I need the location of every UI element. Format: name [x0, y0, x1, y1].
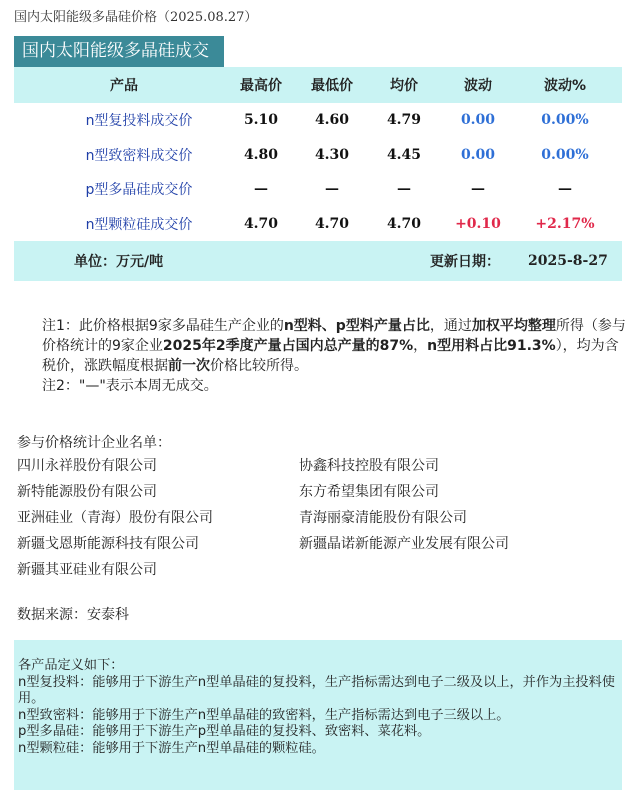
- table-footer: [14, 241, 622, 281]
- table-row: [14, 172, 622, 207]
- price-low: 4.30: [314, 146, 350, 163]
- note-text: 所得（参与价格统计的9家企业: [42, 318, 626, 354]
- page-title: 国内太阳能级多晶硅价格（2025.08.27）: [14, 10, 258, 25]
- note-emphasis: 2025年2季度产量占国内总产量的87%: [162, 338, 414, 354]
- product-name: n型致密料成交价: [85, 147, 193, 164]
- company-item: 青海丽豪清能股份有限公司: [299, 510, 467, 526]
- company-item: 东方希望集团有限公司: [299, 484, 439, 500]
- update-label: 更新日期：: [430, 254, 500, 270]
- price-low: —: [325, 181, 339, 198]
- definitions-box: [14, 640, 622, 790]
- product-name: n型复投料成交价: [85, 113, 193, 130]
- price-change: +0.10: [455, 215, 501, 232]
- note-2: 注2："—"表示本周无成交。: [42, 378, 218, 394]
- header-change: 波动: [464, 78, 492, 94]
- price-avg: —: [397, 181, 411, 198]
- price-change: 0.00: [460, 146, 496, 163]
- definition-item: n型复投料：能够用于下游生产n型单晶硅的复投料，生产指标需达到电子二级及以上，并作为主投料使用。: [18, 674, 615, 706]
- price-change-pct: 0.00%: [541, 146, 589, 163]
- table-row: [14, 138, 622, 173]
- company-item: 新疆戈恩斯能源科技有限公司: [17, 536, 199, 552]
- definition-item: n型致密料：能够用于下游生产n型单晶硅的致密料，生产指标需达到电子三级以上。: [18, 707, 510, 723]
- definition-item: p型多晶硅：能够用于下游生产p型单晶硅的复投料、致密料、菜花料。: [18, 724, 431, 739]
- company-list-header: 参与价格统计企业名单：: [17, 435, 171, 451]
- definition-item: n型颗粒硅：能够用于下游生产n型单晶硅的颗粒硅。: [18, 740, 325, 756]
- update-date: 2025-8-27: [528, 253, 608, 269]
- note-emphasis: 前一次: [168, 358, 210, 374]
- notes: [14, 316, 626, 396]
- header-change-pct: 波动%: [543, 78, 587, 94]
- definitions-header: 各产品定义如下：: [18, 658, 124, 673]
- note-text: ，通过: [429, 318, 472, 334]
- note-text: 价格比较所得。: [210, 358, 308, 374]
- data-source: 数据来源：安泰科: [17, 607, 129, 623]
- price-high: 4.70: [243, 215, 279, 232]
- price-avg: 4.70: [386, 215, 422, 232]
- price-change: —: [471, 181, 485, 198]
- price-low: 4.60: [314, 112, 350, 129]
- price-change-pct: —: [558, 181, 572, 198]
- product-name: p型多晶硅成交价: [85, 182, 193, 199]
- section-banner: 国内太阳能级多晶硅成交: [14, 36, 224, 67]
- header-low: 最低价: [311, 78, 353, 94]
- table-row: [14, 103, 622, 138]
- note-emphasis: n型用料占比91.3%: [427, 338, 556, 354]
- note-text: 注1：此价格根据9家多晶硅生产企业的: [42, 318, 284, 334]
- price-avg: 4.79: [386, 112, 422, 129]
- price-low: 4.70: [314, 215, 350, 232]
- header-product: 产品: [110, 78, 138, 94]
- company-item: 新疆其亚硅业有限公司: [17, 562, 157, 578]
- note-1: [14, 316, 626, 376]
- price-change: 0.00: [460, 112, 496, 129]
- company-item: 亚洲硅业（青海）股份有限公司: [17, 510, 213, 526]
- price-high: 5.10: [243, 112, 279, 129]
- note-emphasis: n型料、p型料产量占比: [283, 318, 430, 334]
- update-info: [430, 241, 608, 281]
- company-item: 新特能源股份有限公司: [17, 484, 157, 500]
- price-change-pct: 0.00%: [541, 112, 589, 129]
- product-name: n型颗粒硅成交价: [85, 216, 193, 233]
- company-item: 四川永祥股份有限公司: [17, 458, 157, 474]
- price-high: 4.80: [243, 146, 279, 163]
- note-emphasis: 加权平均整理: [471, 318, 556, 334]
- header-high: 最高价: [240, 78, 282, 94]
- company-list: [17, 432, 617, 578]
- table-header-row: [14, 67, 622, 103]
- price-avg: 4.45: [386, 146, 422, 163]
- header-avg: 均价: [390, 78, 418, 94]
- price-table: [14, 67, 622, 281]
- table-row: [14, 207, 622, 242]
- note-text: ，: [413, 338, 428, 354]
- unit-label: 单位：万元/吨: [74, 254, 164, 270]
- company-item: 协鑫科技控股有限公司: [299, 458, 439, 474]
- price-high: —: [254, 181, 268, 198]
- company-item: 新疆晶诺新能源产业发展有限公司: [299, 536, 509, 552]
- note-text: ），均为含税价，涨跌幅度根据: [42, 338, 619, 374]
- price-change-pct: +2.17%: [535, 215, 595, 232]
